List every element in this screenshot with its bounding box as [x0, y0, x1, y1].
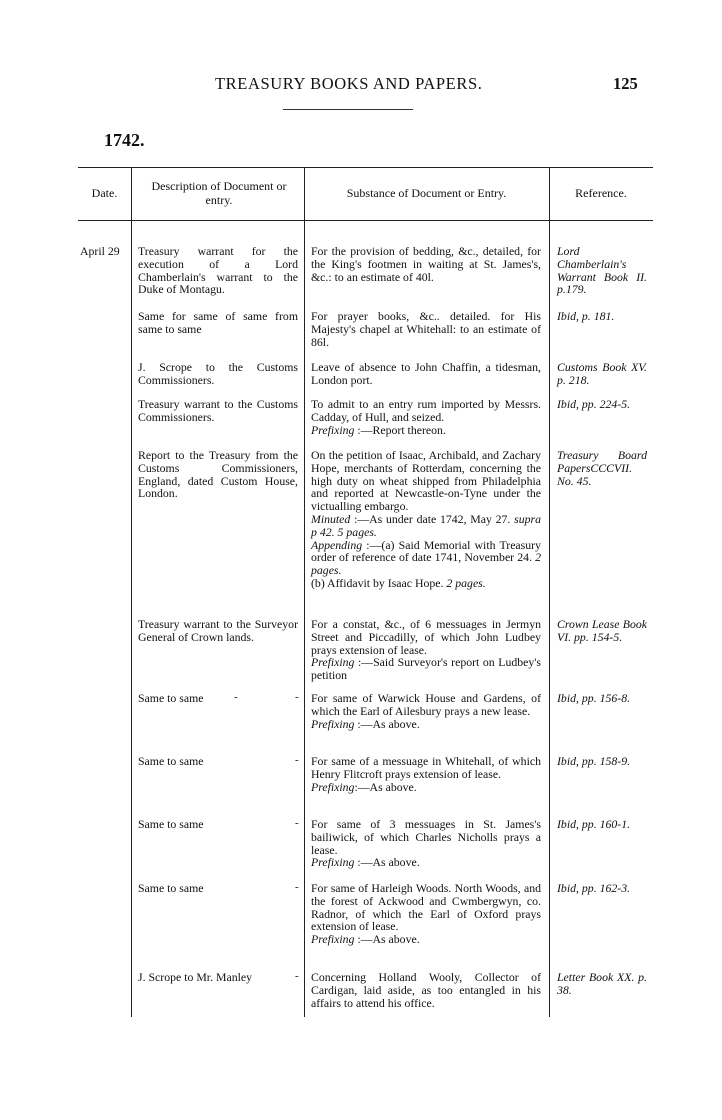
leader-dash: - — [234, 691, 238, 703]
head-rule — [283, 109, 413, 110]
note-label: Prefixing — [311, 855, 355, 870]
entry-substance-note — [311, 539, 541, 577]
entry-reference: Ibid, pp. 160-1. — [557, 817, 631, 831]
entry-description: J. Scrope to the Customs Commissioners. — [138, 360, 298, 387]
entry-substance-note — [311, 513, 541, 539]
note-text: (b) Affidavit by Isaac Hope. — [311, 575, 447, 590]
entry-substance — [311, 361, 541, 387]
note-label: Minuted — [311, 511, 351, 526]
column-header-description: Description of Document or entry. — [151, 179, 287, 207]
note-italic: supra p 42. 5 pages. — [311, 511, 541, 539]
column-rule — [549, 167, 550, 1017]
note-text: :—As above. — [354, 779, 417, 794]
table-top-rule — [78, 167, 653, 168]
year-heading: 1742. — [104, 130, 145, 150]
entry-substance — [311, 971, 541, 1009]
note-text: :—Said Surveyor's report on Ludbey's petition — [311, 655, 541, 683]
entry-reference: Ibid, p. 181. — [557, 309, 615, 323]
entry-reference: Ibid, pp. 156-8. — [557, 691, 631, 705]
entry-description: Same to same — [138, 754, 204, 768]
entry-reference: Customs Book XV. p. 218. — [557, 360, 647, 387]
note-italic: 2 pages. — [446, 575, 486, 590]
entry-substance-text: For the provision of bedding, &c., detailed, for the King's footmen in waiting at St. James's, &c.: to an estimate of 40l. — [311, 244, 541, 284]
table-header-rule — [78, 220, 653, 221]
entry-substance-note — [311, 781, 541, 794]
entry-reference: Crown Lease Book VI. pp. 154-5. — [557, 617, 647, 644]
note-label: Prefixing — [311, 716, 355, 731]
entry-description: Same to same — [138, 691, 204, 705]
entry-substance — [311, 618, 541, 682]
entry-substance-text: Concerning Holland Wooly, Collector of Cardigan, laid aside, as too entangled in his affairs to attend his office. — [311, 970, 541, 1010]
entry-reference: Lord Chamberlain's Warrant Book II. p.179. — [557, 244, 647, 297]
entry-substance-text: Leave of absence to John Chaffin, a tidesman, London port. — [311, 360, 541, 387]
entry-description: Same to same — [138, 881, 204, 895]
note-text: :—Report thereon. — [354, 422, 446, 437]
leader-dash: - — [295, 881, 299, 893]
entry-reference: Treasury Board PapersCCCVII. No. 45. — [557, 448, 647, 488]
entry-reference: Ibid, pp. 224-5. — [557, 397, 631, 411]
entry-description: Treasury warrant to the Customs Commissioners. — [138, 397, 298, 424]
entry-substance — [311, 310, 541, 348]
leader-dash: - — [295, 970, 299, 982]
entry-substance-note — [311, 933, 541, 946]
entry-substance-text: For prayer books, &c.. detailed. for His Majesty's chapel at Whitehall: to an estimate of 86l. — [311, 309, 541, 349]
entry-substance — [311, 398, 541, 436]
note-label: Prefixing — [311, 655, 355, 670]
entry-substance — [311, 245, 541, 283]
column-header-reference: Reference. — [575, 186, 627, 200]
entry-reference: Ibid, pp. 162-3. — [557, 881, 631, 895]
entry-reference: Ibid, pp. 158-9. — [557, 754, 631, 768]
note-text: :—As above. — [354, 932, 420, 947]
entry-description: J. Scrope to Mr. Manley — [138, 970, 253, 984]
entry-substance — [311, 882, 541, 946]
entry-substance-note — [311, 856, 541, 869]
entry-substance-text: For a constat, &c., of 6 messuages in Jermyn Street and Piccadilly, of which John Ludbey prays extension of lease. — [311, 617, 541, 657]
leader-dash: - — [295, 754, 299, 766]
entry-substance-note — [311, 656, 541, 682]
entry-substance-text: For same of Warwick House and Gardens, of which the Earl of Ailesbury prays a new lease. — [311, 691, 541, 718]
entry-substance — [311, 818, 541, 869]
note-label: Prefixing — [311, 422, 355, 437]
entry-substance-note — [311, 424, 541, 437]
leader-dash: - — [295, 817, 299, 829]
note-text: :—As above. — [354, 716, 420, 731]
entry-description: Treasury warrant to the Surveyor General of Crown lands. — [138, 617, 298, 644]
entry-substance-text: To admit to an entry rum imported by Messrs. Cadday, of Hull, and seized. — [311, 397, 541, 424]
note-text: :—As above. — [354, 855, 420, 870]
note-text: :—As under date 1742, May 27. — [350, 511, 515, 526]
column-rule — [304, 167, 305, 1017]
note-label: Prefixing — [311, 932, 355, 947]
entry-substance-text: For same of 3 messuages in St. James's bailiwick, of which Charles Nicholls prays a lease. — [311, 817, 541, 857]
entry-description: Same to same — [138, 817, 204, 831]
entry-substance — [311, 755, 541, 793]
entry-substance-text: For same of Harleigh Woods. North Woods, and the forest of Ackwood and Cwmbergwyn, co. Radnor, of which the Earl of Oxford prays extension of lease. — [311, 881, 541, 934]
page-number: 125 — [613, 74, 638, 93]
entry-substance-note — [311, 577, 541, 590]
column-header-substance: Substance of Document or Entry. — [346, 186, 507, 200]
entry-description: Treasury warrant for the execution of a Lord Chamberlain's warrant to the Duke of Montagu. — [138, 244, 298, 297]
running-title: TREASURY BOOKS AND PAPERS. — [215, 74, 483, 93]
entry-date: April 29 — [80, 244, 120, 258]
leader-dash: - — [295, 691, 299, 703]
entry-substance-text: On the petition of Isaac, Archibald, and Zachary Hope, merchants of Rotterdam, concerning the high duty on wheat shipped from Philadelphia and reported at Newcastle-on-Tyne under the victualling embargo. — [311, 448, 541, 514]
note-italic: 2 pages. — [311, 550, 541, 578]
entry-substance-text: For same of a messuage in Whitehall, of which Henry Flitcroft prays extension of lease. — [311, 754, 541, 781]
column-header-date: Date. — [91, 186, 118, 200]
entry-description: Report to the Treasury from the Customs Commissioners, England, dated Custom House, London. — [138, 448, 298, 501]
note-label: Appending — [311, 537, 363, 552]
note-label: Prefixing — [311, 779, 355, 794]
entry-substance — [311, 449, 541, 590]
entry-reference: Letter Book XX. p. 38. — [557, 970, 647, 997]
column-rule — [131, 167, 132, 1017]
note-text: :—(a) Said Memorial with Treasury order of reference of date 1741, November 24. — [311, 537, 541, 565]
entry-substance — [311, 692, 541, 730]
entry-description: Same for same of same from same to same — [138, 309, 298, 336]
entry-substance-note — [311, 718, 541, 731]
